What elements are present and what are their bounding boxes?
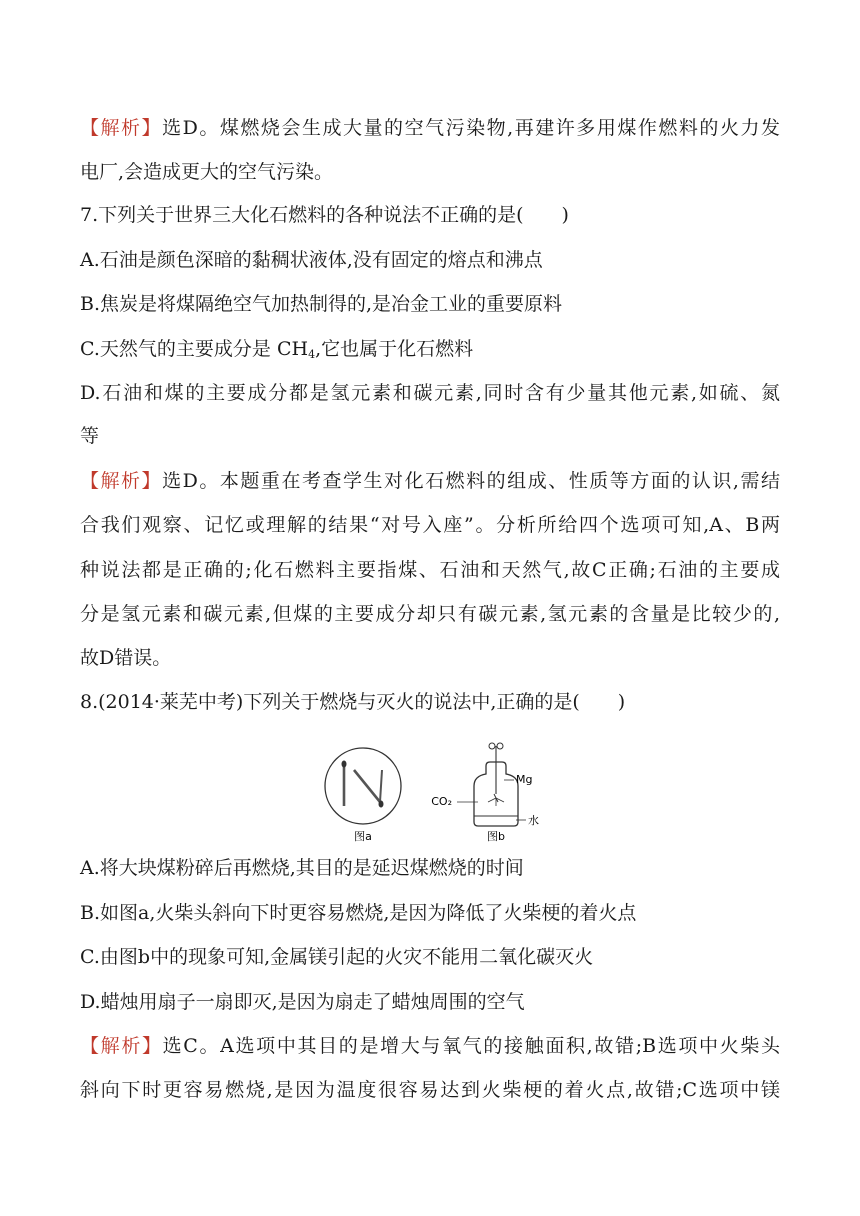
question-8-option-d: D.蜡烛用扇子一扇即灭,是因为扇走了蜡烛周围的空气	[80, 991, 525, 1013]
figure-b-caption: 图b	[487, 830, 505, 843]
question-8-figures	[318, 740, 548, 844]
co2-label: CO₂	[431, 795, 452, 808]
question-7-stem: 7.下列关于世界三大化石燃料的各种说法不正确的是( )	[80, 204, 569, 226]
analysis-6-line-2: 电厂,会造成更大的空气污染。	[80, 161, 334, 183]
analysis-8-line-2: 斜向下时更容易燃烧,是因为温度很容易达到火柴梗的着火点,故错;C选项中镁	[80, 1079, 780, 1101]
question-7-option-d-line-1: D.石油和煤的主要成分都是氢元素和碳元素,同时含有少量其他元素,如硫、氮	[80, 382, 780, 404]
analysis-7-line-5: 故D错误。	[80, 647, 172, 669]
analysis-7-line-1: 【解析】选D。本题重在考查学生对化石燃料的组成、性质等方面的认识,需结	[80, 470, 780, 492]
question-8-stem: 8.(2014·莱芜中考)下列关于燃烧与灭火的说法中,正确的是( )	[80, 691, 626, 713]
analysis-8-line-1: 【解析】选C。A选项中其目的是增大与氧气的接触面积,故错;B选项中火柴头	[80, 1035, 780, 1057]
figure-a-caption: 图a	[354, 830, 372, 843]
analysis-7-line-3: 种说法都是正确的;化石燃料主要指煤、石油和天然气,故C正确;石油的主要成	[80, 559, 780, 581]
mg-label: Mg	[516, 773, 533, 786]
question-8-option-b: B.如图a,火柴头斜向下时更容易燃烧,是因为降低了火柴梗的着火点	[80, 902, 637, 924]
combustion-figure	[318, 740, 548, 844]
analysis-tag: 【解析】	[80, 1035, 163, 1057]
water-label: 水	[528, 814, 539, 827]
question-8-option-c: C.由图b中的现象可知,金属镁引起的火灾不能用二氧化碳灭火	[80, 946, 594, 968]
analysis-7-line-4: 分是氢元素和碳元素,但煤的主要成分却只有碳元素,氢元素的含量是比较少的,	[80, 603, 780, 625]
question-7-option-b: B.焦炭是将煤隔绝空气加热制得的,是冶金工业的重要原料	[80, 293, 563, 315]
figure-a	[325, 748, 401, 824]
question-7-option-a: A.石油是颜色深暗的黏稠状液体,没有固定的熔点和沸点	[80, 249, 543, 271]
question-7-option-c: C.天然气的主要成分是 $CH_4$,它也属于化石燃料	[80, 338, 474, 361]
question-7-option-d-line-2: 等	[80, 425, 100, 447]
analysis-tag: 【解析】	[80, 470, 163, 492]
analysis-6-line-1: 【解析】选D。煤燃烧会生成大量的空气污染物,再建许多用煤作燃料的火力发	[80, 117, 780, 139]
analysis-7-line-2: 合我们观察、记忆或理解的结果“对号入座”。分析所给四个选项可知,A、B两	[80, 514, 780, 536]
analysis-tag: 【解析】	[80, 117, 163, 139]
question-8-option-a: A.将大块煤粉碎后再燃烧,其目的是延迟煤燃烧的时间	[80, 857, 524, 879]
